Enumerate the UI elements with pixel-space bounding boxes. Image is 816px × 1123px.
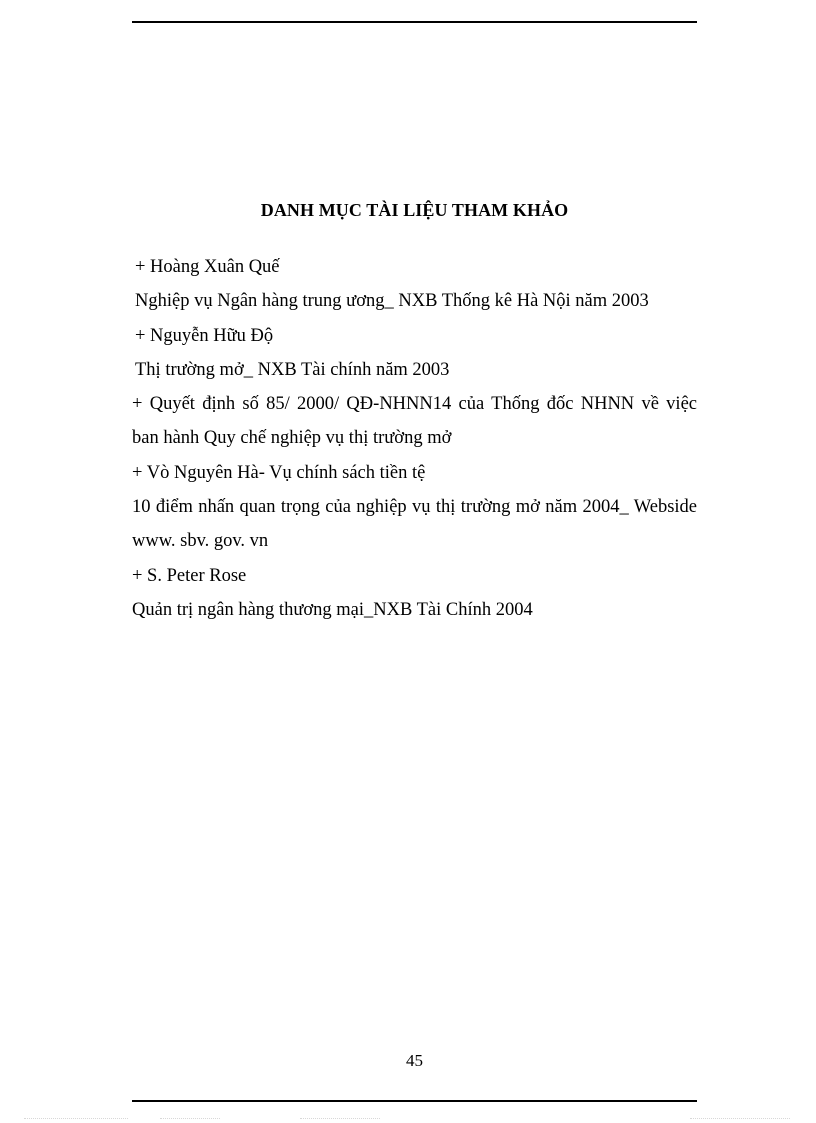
reference-list <box>132 253 697 630</box>
reference-line: Quản trị ngân hàng thương mại_NXB Tài Chính 2004 <box>132 599 533 620</box>
reference-line: Nghiệp vụ Ngân hàng trung ương_ NXB Thống kê Hà Nội năm 2003 <box>135 291 649 312</box>
reference-line: + S. Peter Rose <box>132 565 247 586</box>
footer-rule <box>132 1100 697 1102</box>
page-title: DANH MỤC TÀI LIỆU THAM KHẢO <box>260 200 569 220</box>
reference-line: Thị trường mở_ NXB Tài chính năm 2003 <box>135 359 450 380</box>
reference-line: + Nguyễn Hữu Độ <box>135 325 274 346</box>
reference-line: www. sbv. gov. vn <box>132 531 269 552</box>
reference-line: + Vò Nguyên Hà- Vụ chính sách tiền tệ <box>132 462 426 483</box>
reference-line: + Hoàng Xuân Quế <box>135 257 280 277</box>
reference-line: + Quyết định số 85/ 2000/ QĐ-NHNN14 của Thống đốc NHNN về việc <box>132 394 697 415</box>
reference-line: 10 điểm nhấn quan trọng của nghiệp vụ thị trường mở năm 2004_ Webside <box>132 497 697 518</box>
footer-dotted-separator <box>0 1118 816 1120</box>
page-number: 45 <box>406 1051 423 1070</box>
header-rule <box>132 21 697 23</box>
reference-line: ban hành Quy chế nghiệp vụ thị trường mở <box>132 428 452 449</box>
